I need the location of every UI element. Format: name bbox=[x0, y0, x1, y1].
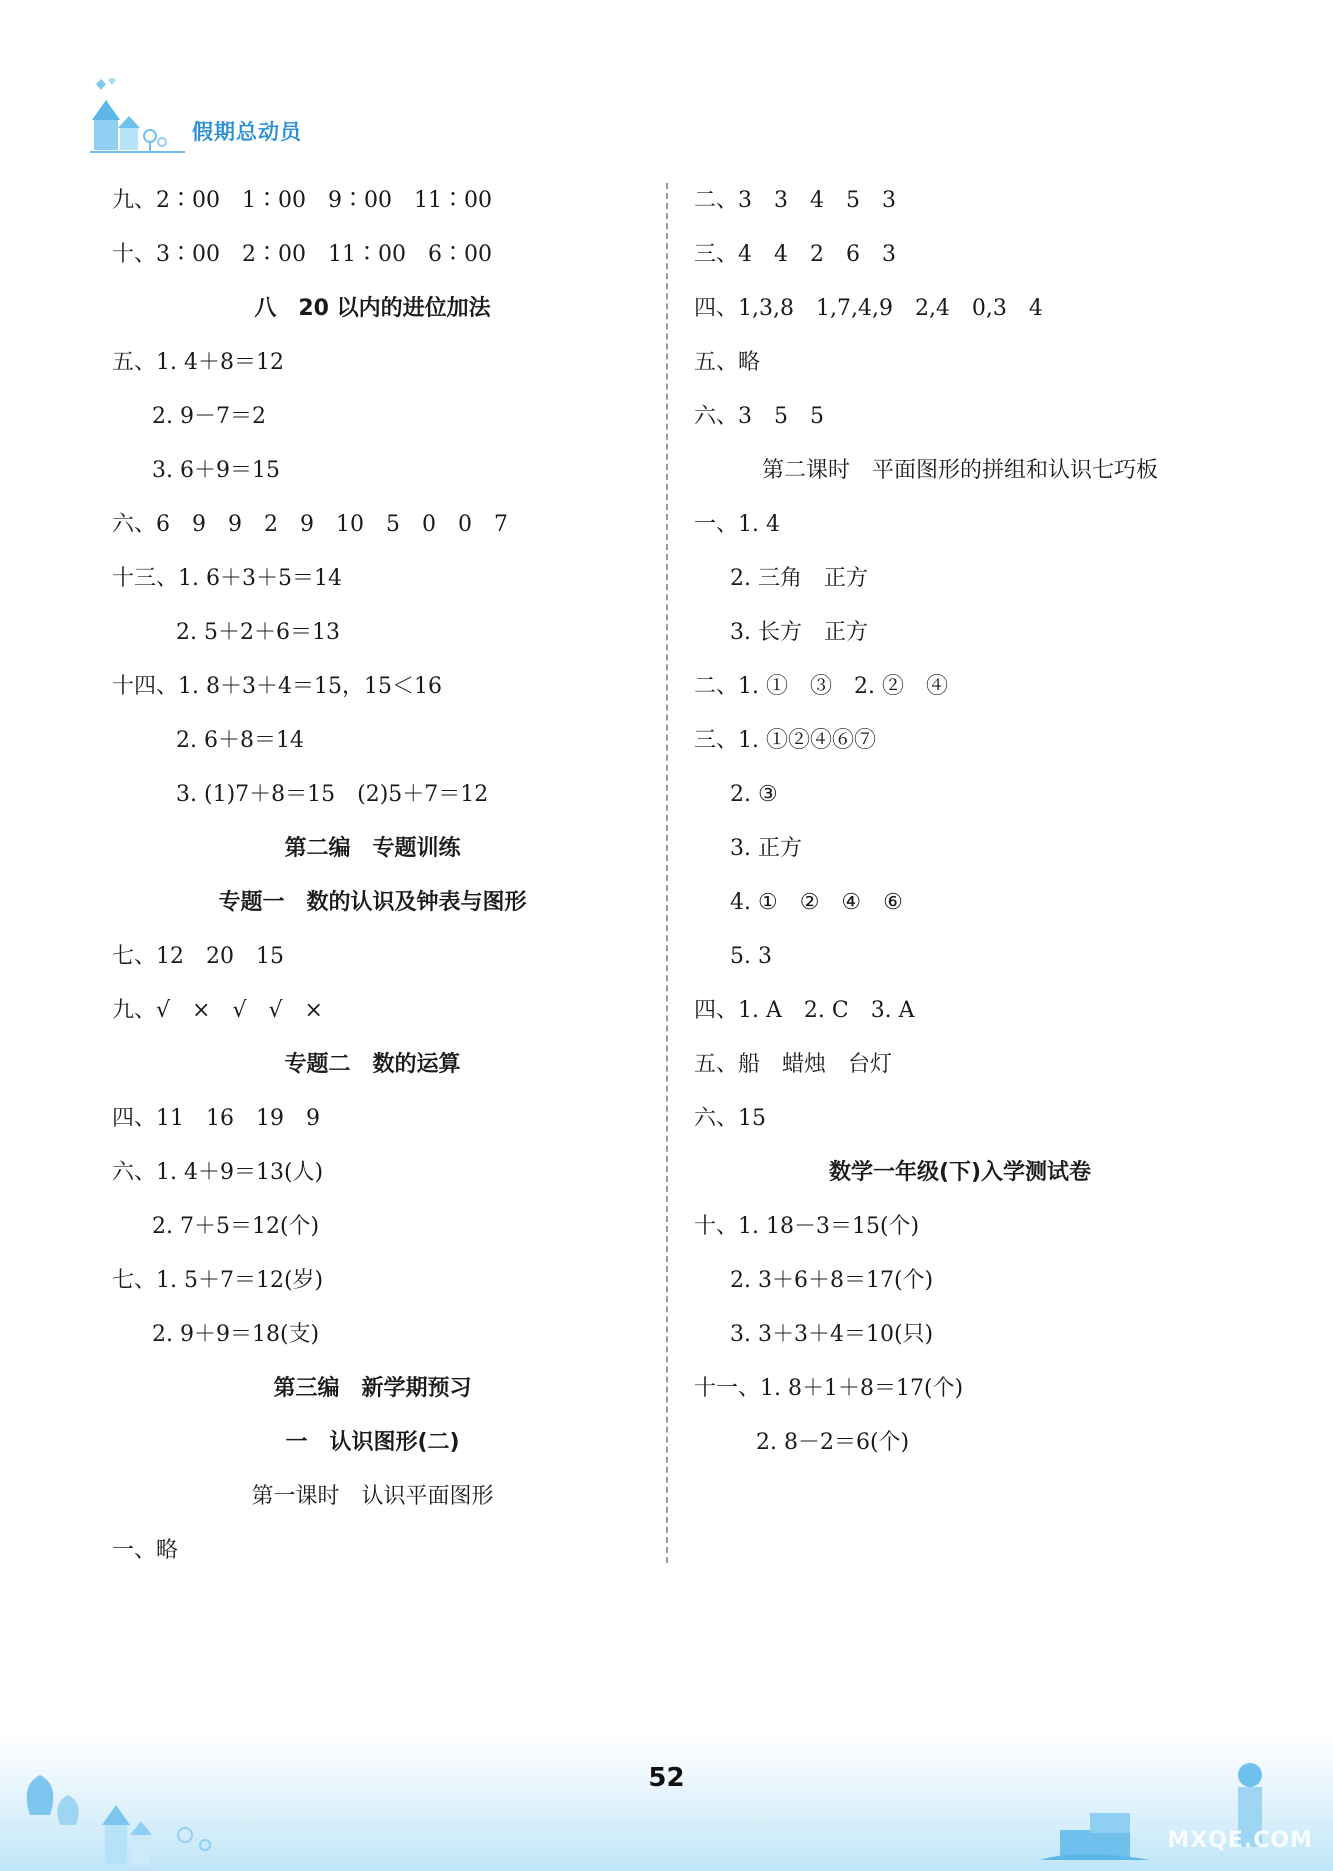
left-line: 专题二 数的运算 bbox=[284, 1052, 461, 1077]
right-line: 3. 长方 正方 bbox=[730, 620, 868, 645]
right-line: 2. 3＋6＋8＝17(个) bbox=[730, 1268, 934, 1293]
left-line: 八 20 以内的进位加法 bbox=[254, 296, 491, 321]
right-line: 十一、1. 8＋1＋8＝17(个) bbox=[694, 1376, 964, 1401]
brand-title: 假期总动员 bbox=[192, 120, 302, 144]
right-line: 十、1. 18－3＝15(个) bbox=[694, 1214, 920, 1239]
left-line: 五、1. 4＋8＝12 bbox=[112, 350, 284, 375]
left-line: 2. 7＋5＝12(个) bbox=[152, 1214, 320, 1239]
right-line: 二、3 3 4 5 3 bbox=[694, 188, 896, 213]
left-line: 七、12 20 15 bbox=[112, 944, 284, 969]
left-line: 六、6 9 9 2 9 10 5 0 0 7 bbox=[112, 512, 508, 537]
right-line: 3. 正方 bbox=[730, 836, 802, 861]
right-line: 三、1. ①②④⑥⑦ bbox=[694, 728, 876, 753]
right-line: 五、船 蜡烛 台灯 bbox=[694, 1052, 893, 1077]
left-line: 3. (1)7＋8＝15 (2)5＋7＝12 bbox=[176, 782, 489, 807]
left-line: 六、1. 4＋9＝13(人) bbox=[112, 1160, 324, 1185]
left-line: 九、√ × √ √ × bbox=[112, 998, 323, 1023]
right-line: 第二课时 平面图形的拼组和认识七巧板 bbox=[761, 458, 1158, 483]
house-logo-icon bbox=[90, 78, 200, 158]
column-divider bbox=[666, 183, 668, 1563]
right-line: 二、1. ① ③ 2. ② ④ bbox=[694, 674, 948, 699]
left-line: 一、略 bbox=[112, 1538, 179, 1563]
left-line: 第三编 新学期预习 bbox=[273, 1376, 472, 1401]
right-line: 2. 8－2＝6(个) bbox=[756, 1430, 910, 1455]
right-line: 2. ③ bbox=[730, 782, 778, 807]
left-line: 四、11 16 19 9 bbox=[112, 1106, 320, 1131]
left-line: 2. 5＋2＋6＝13 bbox=[176, 620, 340, 645]
left-line: 2. 9＋9＝18(支) bbox=[152, 1322, 320, 1347]
right-line: 3. 3＋3＋4＝10(只) bbox=[730, 1322, 934, 1347]
scenery-icon bbox=[0, 1735, 1333, 1871]
watermark-text: MXQE.COM bbox=[1167, 1828, 1313, 1853]
left-line: 第一课时 认识平面图形 bbox=[251, 1484, 494, 1509]
right-line: 六、3 5 5 bbox=[694, 404, 824, 429]
left-line: 十三、1. 6＋3＋5＝14 bbox=[112, 566, 342, 591]
left-line: 十四、1. 8＋3＋4＝15，15＜16 bbox=[112, 674, 442, 699]
left-line: 3. 6＋9＝15 bbox=[152, 458, 280, 483]
left-line: 专题一 数的认识及钟表与图形 bbox=[218, 890, 527, 915]
left-line: 十、3∶00 2∶00 11∶00 6∶00 bbox=[112, 242, 492, 267]
left-line: 九、2∶00 1∶00 9∶00 11∶00 bbox=[112, 188, 492, 213]
right-line: 六、15 bbox=[694, 1106, 766, 1131]
right-line: 5. 3 bbox=[730, 944, 772, 969]
right-line: 数学一年级(下)入学测试卷 bbox=[828, 1160, 1092, 1185]
left-line: 一 认识图形(二) bbox=[285, 1430, 460, 1455]
left-line: 第二编 专题训练 bbox=[284, 836, 461, 861]
left-line: 2. 9－7＝2 bbox=[152, 404, 266, 429]
header-logo bbox=[90, 78, 350, 158]
right-line: 五、略 bbox=[694, 350, 761, 375]
footer-decoration bbox=[0, 1735, 1333, 1871]
right-line: 2. 三角 正方 bbox=[730, 566, 868, 591]
right-line: 三、4 4 2 6 3 bbox=[694, 242, 896, 267]
left-line: 七、1. 5＋7＝12(岁) bbox=[112, 1268, 324, 1293]
page-number: 52 bbox=[648, 1763, 685, 1793]
right-line: 一、1. 4 bbox=[694, 512, 780, 537]
right-line: 四、1. A 2. C 3. A bbox=[694, 998, 915, 1023]
left-line: 2. 6＋8＝14 bbox=[176, 728, 304, 753]
right-line: 4. ① ② ④ ⑥ bbox=[730, 890, 903, 915]
right-line: 四、1,3,8 1,7,4,9 2,4 0,3 4 bbox=[694, 296, 1043, 321]
